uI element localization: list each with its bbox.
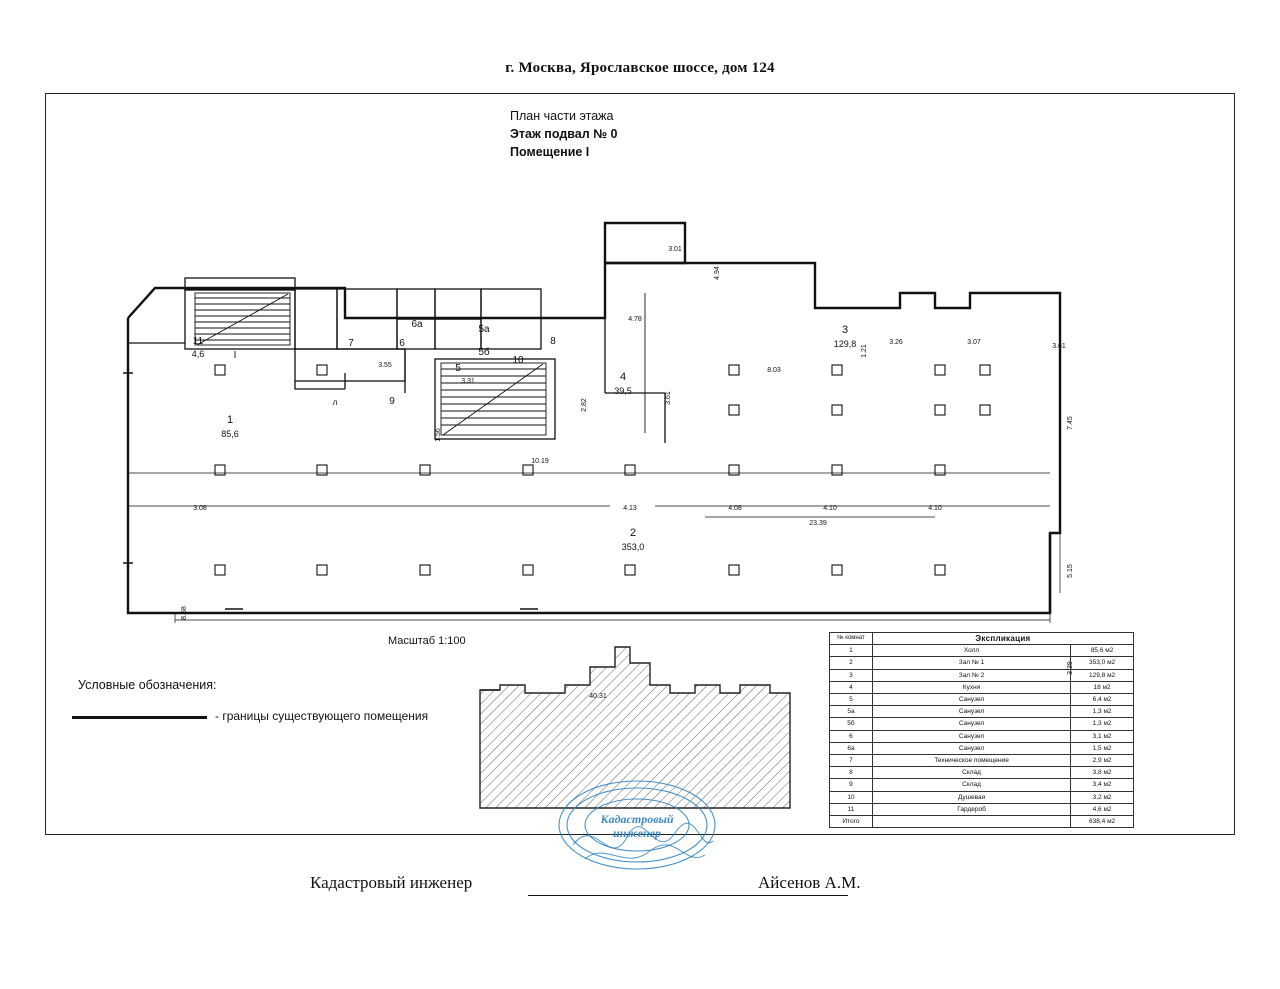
dimension-lines — [128, 393, 1060, 623]
room-label-6: 6 — [399, 338, 405, 349]
dim-2-82: 2.82 — [581, 398, 588, 412]
cell-room-area: 18 м2 — [1071, 681, 1134, 693]
cell-room-number: 9 — [830, 779, 873, 791]
cell-room-area: 4,6 м2 — [1071, 803, 1134, 815]
scale-caption: Масштаб 1:100 — [388, 635, 466, 647]
table-row — [830, 645, 1134, 657]
room-label-8: 8 — [550, 336, 556, 347]
dim-3-26: 3.26 — [889, 339, 903, 346]
outer-walls — [128, 223, 1060, 613]
room-label-10: 10 — [512, 355, 524, 366]
table-row — [830, 681, 1134, 693]
dim-3-08: 3.08 — [193, 505, 207, 512]
room-label-5a: 5а — [478, 324, 490, 335]
cell-room-number: 5б — [830, 718, 873, 730]
cell-room-area: 85,6 м2 — [1071, 645, 1134, 657]
cell-room-area: 129,8 м2 — [1071, 669, 1134, 681]
dim-8-68: 8.68 — [181, 606, 188, 620]
dim-4-08: 4.08 — [728, 505, 742, 512]
room-label-11: 11 — [192, 336, 204, 347]
table-header-row — [830, 633, 1134, 645]
cell-room-number: 4 — [830, 681, 873, 693]
cell-room-number: 6 — [830, 730, 873, 742]
col-header-title: Экспликация — [872, 633, 1133, 645]
table-row — [830, 718, 1134, 730]
cell-room-name: Кухня — [872, 681, 1070, 693]
cell-room-area: 353,0 м2 — [1071, 657, 1134, 669]
cell-room-area: 3,2 м2 — [1071, 791, 1134, 803]
col-header-number: № комнат — [830, 633, 873, 645]
dim-5-15: 5.15 — [1067, 564, 1074, 578]
table-row — [830, 657, 1134, 669]
cell-room-name: Склад — [872, 779, 1070, 791]
dim-3-61a: 3.61 — [665, 391, 672, 405]
cell-room-number: 8 — [830, 767, 873, 779]
signature-rule — [528, 895, 848, 896]
plan-header-line1: План части этажа — [510, 109, 614, 123]
cell-room-area: 6,4 м2 — [1071, 694, 1134, 706]
cell-room-name: Зал № 2 — [872, 669, 1070, 681]
table-row — [830, 669, 1134, 681]
dim-3-39: 3.39 — [1067, 661, 1074, 675]
stamp-text-top: Кадастровый — [600, 812, 674, 826]
legend-title: Условные обозначения: — [78, 678, 217, 692]
cell-room-area: 3,4 м2 — [1071, 779, 1134, 791]
stamp-signature-scribble — [573, 823, 713, 859]
dim-3-61b: 3.61 — [1052, 343, 1066, 350]
signature-label: Кадастровый инженер — [310, 873, 473, 892]
table-row — [830, 730, 1134, 742]
dim-3-01: 3.01 — [668, 246, 682, 253]
cell-room-name: Душевая — [872, 791, 1070, 803]
cell-room-name: Техническое помещение — [872, 755, 1070, 767]
column-grid — [215, 365, 990, 575]
cell-room-area: 1,5 м2 — [1071, 742, 1134, 754]
room-label-2: 2 — [629, 527, 637, 539]
cell-room-number: Итого — [830, 816, 873, 828]
cell-room-area: 1,3 м2 — [1071, 706, 1134, 718]
dim-23-39: 23.39 — [809, 520, 827, 527]
room-area-1: 85,6 — [221, 429, 239, 439]
cell-room-number: 11 — [830, 803, 873, 815]
room-label-6a: 6а — [411, 319, 423, 330]
dim-4-10b: 4.10 — [928, 505, 942, 512]
exploitation-table — [829, 632, 1134, 828]
dim-4-78: 4.78 — [628, 316, 642, 323]
room-area-11: 4,6 — [191, 349, 205, 359]
room-area-4: 39,5 — [614, 386, 632, 396]
cell-room-number: 10 — [830, 791, 873, 803]
room-label-7: 7 — [348, 338, 354, 349]
cell-room-name: Зал № 1 — [872, 657, 1070, 669]
room-label-5b: 5б — [478, 347, 490, 358]
cadastral-engineer-stamp — [555, 775, 720, 875]
plan-header-line3: Помещение I — [510, 145, 590, 159]
dim-7-45: 7.45 — [1067, 416, 1074, 430]
table-row — [830, 755, 1134, 767]
dim-3-55: 3.55 — [378, 362, 392, 369]
dim-1-21: 1.21 — [861, 344, 868, 358]
cell-room-name: Санузел — [872, 718, 1070, 730]
room-label-5: 5 — [455, 363, 461, 374]
dim-10-19: 10.19 — [531, 458, 549, 465]
dim-4-10a: 4.10 — [823, 505, 837, 512]
cell-room-number: 5а — [830, 706, 873, 718]
legend-item-text: - границы существующего помещения — [215, 709, 429, 723]
cell-room-name: Холл — [872, 645, 1070, 657]
table-row — [830, 779, 1134, 791]
dim-4-94: 4.94 — [714, 266, 721, 280]
room-label-small: л — [332, 398, 338, 407]
cell-room-name: Склад — [872, 767, 1070, 779]
staircase-symbols — [192, 293, 546, 435]
cell-room-area: 1,3 м2 — [1071, 718, 1134, 730]
room-label-9: 9 — [389, 396, 395, 407]
legend-line-sample — [72, 716, 207, 719]
cell-room-area: 3,1 м2 — [1071, 730, 1134, 742]
room-label-1: 1 — [226, 414, 234, 426]
dim-8-03: 8.03 — [767, 367, 781, 374]
cell-room-name: Санузел — [872, 730, 1070, 742]
signature-row — [310, 870, 970, 900]
cell-room-area: 638,4 м2 — [1071, 816, 1134, 828]
table-row — [830, 767, 1134, 779]
table-row — [830, 706, 1134, 718]
dim-1-56: 1.56 — [435, 428, 442, 442]
cell-room-number: 3 — [830, 669, 873, 681]
dimension-ticks — [123, 373, 538, 609]
dim-4-13: 4.13 — [623, 505, 637, 512]
dim-3-31: 3.31 — [461, 378, 475, 385]
room-area-3: 129,8 — [833, 339, 857, 349]
cell-room-name: Санузел — [872, 706, 1070, 718]
cell-room-number: 7 — [830, 755, 873, 767]
table-row — [830, 791, 1134, 803]
table-row — [830, 816, 1134, 828]
cell-room-number: 5 — [830, 694, 873, 706]
stamp-text-bottom: инженер — [613, 826, 661, 840]
room-area-2: 353,0 — [621, 542, 645, 552]
plan-header-line2: Этаж подвал № 0 — [510, 127, 618, 141]
signature-name: Айсенов А.М. — [758, 873, 861, 892]
inner-partitions — [128, 278, 1050, 473]
table-row — [830, 742, 1134, 754]
cell-room-name — [872, 816, 1070, 828]
table-row — [830, 803, 1134, 815]
cell-room-number: 6а — [830, 742, 873, 754]
cell-room-area: 3,8 м2 — [1071, 767, 1134, 779]
dim-3-07: 3.07 — [967, 339, 981, 346]
cell-room-number: 1 — [830, 645, 873, 657]
room-label-I: I — [233, 350, 237, 361]
room-label-3: 3 — [841, 324, 849, 336]
cell-room-name: Санузел — [872, 742, 1070, 754]
cell-room-area: 2,9 м2 — [1071, 755, 1134, 767]
table-row — [830, 694, 1134, 706]
room-label-4: 4 — [619, 371, 627, 383]
cell-room-name: Санузел — [872, 694, 1070, 706]
page-title: г. Москва, Ярославское шоссе, дом 124 — [505, 60, 775, 76]
cell-room-number: 2 — [830, 657, 873, 669]
cell-room-name: Гардероб — [872, 803, 1070, 815]
